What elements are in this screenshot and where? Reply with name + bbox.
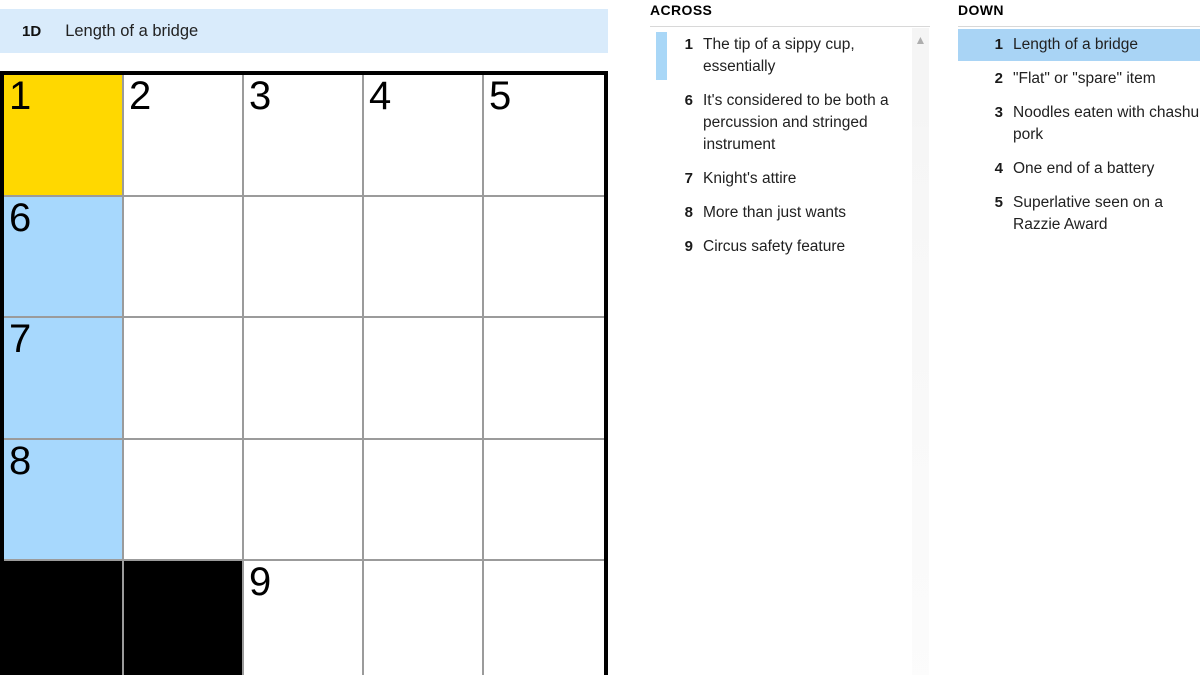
across-clue-7[interactable] bbox=[650, 163, 930, 195]
grid-cell-r1c4[interactable] bbox=[484, 197, 604, 319]
across-clue-1[interactable] bbox=[650, 29, 930, 83]
grid-cell-r4c2[interactable] bbox=[244, 561, 364, 675]
cell-number: 7 bbox=[9, 317, 32, 362]
grid-cell-r3c2[interactable] bbox=[244, 440, 364, 562]
grid-cell-r2c2[interactable] bbox=[244, 318, 364, 440]
down-clue-3[interactable] bbox=[958, 97, 1200, 151]
down-clue-2[interactable] bbox=[958, 63, 1200, 95]
across-clue-8[interactable] bbox=[650, 197, 930, 229]
clue-text: One end of a battery bbox=[1013, 160, 1155, 177]
clue-text: Noodles eaten with chashu pork bbox=[1013, 104, 1200, 143]
grid-cell-r4c3[interactable] bbox=[364, 561, 484, 675]
grid-cell-r1c1[interactable] bbox=[124, 197, 244, 319]
clue-number: 2 bbox=[994, 70, 1003, 87]
clue-list-scrollbar[interactable] bbox=[912, 28, 929, 675]
clue-number: 4 bbox=[994, 160, 1003, 177]
current-clue-bar[interactable] bbox=[0, 9, 608, 53]
clue-number: 3 bbox=[994, 104, 1003, 121]
down-clue-4[interactable] bbox=[958, 153, 1200, 185]
clue-text: Circus safety feature bbox=[703, 238, 846, 255]
down-clue-list bbox=[958, 29, 1200, 241]
clue-text: More than just wants bbox=[703, 204, 847, 221]
clue-text: "Flat" or "spare" item bbox=[1013, 70, 1156, 87]
grid-cell-r0c3[interactable] bbox=[364, 75, 484, 197]
clue-text: The tip of a sippy cup, essentially bbox=[703, 36, 855, 75]
cell-number: 1 bbox=[9, 74, 32, 118]
grid-cell-r4c1 bbox=[124, 561, 244, 675]
cell-number: 2 bbox=[129, 74, 152, 118]
grid-cell-r1c0[interactable] bbox=[4, 197, 124, 319]
grid-cell-r0c1[interactable] bbox=[124, 75, 244, 197]
clue-text: Knight's attire bbox=[703, 170, 797, 187]
across-clue-list bbox=[650, 29, 930, 263]
current-clue-text: Length of a bridge bbox=[65, 21, 199, 40]
grid-cell-r0c4[interactable] bbox=[484, 75, 604, 197]
clue-number: 7 bbox=[684, 170, 693, 187]
grid-cell-r2c0[interactable] bbox=[4, 318, 124, 440]
grid-cell-r3c3[interactable] bbox=[364, 440, 484, 562]
down-header: DOWN bbox=[958, 0, 1200, 27]
down-clue-5[interactable] bbox=[958, 187, 1200, 241]
cell-number: 5 bbox=[489, 74, 512, 118]
grid-cell-r4c0 bbox=[4, 561, 124, 675]
across-panel bbox=[650, 0, 930, 265]
clue-number: 5 bbox=[994, 194, 1003, 211]
grid-cell-r0c0[interactable] bbox=[4, 75, 124, 197]
clue-number: 1 bbox=[684, 36, 693, 53]
grid-cell-r1c2[interactable] bbox=[244, 197, 364, 319]
down-panel bbox=[958, 0, 1200, 243]
cell-number: 4 bbox=[369, 74, 392, 118]
clue-text: It's considered to be both a percussion and stringed instrument bbox=[703, 92, 889, 153]
grid-cell-r2c3[interactable] bbox=[364, 318, 484, 440]
grid-cell-r2c1[interactable] bbox=[124, 318, 244, 440]
scroll-up-icon[interactable]: ▲ bbox=[914, 33, 927, 47]
active-clue-indicator bbox=[656, 32, 667, 80]
current-clue-number: 1D bbox=[22, 22, 42, 40]
grid-cell-r1c3[interactable] bbox=[364, 197, 484, 319]
clue-text: Superlative seen on a Razzie Award bbox=[1013, 194, 1163, 233]
cell-number: 8 bbox=[9, 438, 32, 483]
cell-number: 9 bbox=[249, 560, 272, 605]
clue-number: 8 bbox=[684, 204, 693, 221]
grid-cell-r3c4[interactable] bbox=[484, 440, 604, 562]
grid-cell-r0c2[interactable] bbox=[244, 75, 364, 197]
across-clue-9[interactable] bbox=[650, 231, 930, 263]
grid-cell-r2c4[interactable] bbox=[484, 318, 604, 440]
grid-cell-r3c0[interactable] bbox=[4, 440, 124, 562]
clue-number: 1 bbox=[994, 36, 1003, 53]
grid-cell-r3c1[interactable] bbox=[124, 440, 244, 562]
clue-number: 6 bbox=[684, 92, 693, 109]
cell-number: 3 bbox=[249, 74, 272, 118]
across-clue-6[interactable] bbox=[650, 85, 930, 161]
crossword-grid bbox=[0, 71, 608, 675]
clue-text: Length of a bridge bbox=[1013, 36, 1138, 53]
grid-cell-r4c4[interactable] bbox=[484, 561, 604, 675]
cell-number: 6 bbox=[9, 195, 32, 240]
clue-number: 9 bbox=[684, 238, 693, 255]
across-header: ACROSS bbox=[650, 0, 930, 27]
down-clue-1[interactable] bbox=[958, 29, 1200, 61]
